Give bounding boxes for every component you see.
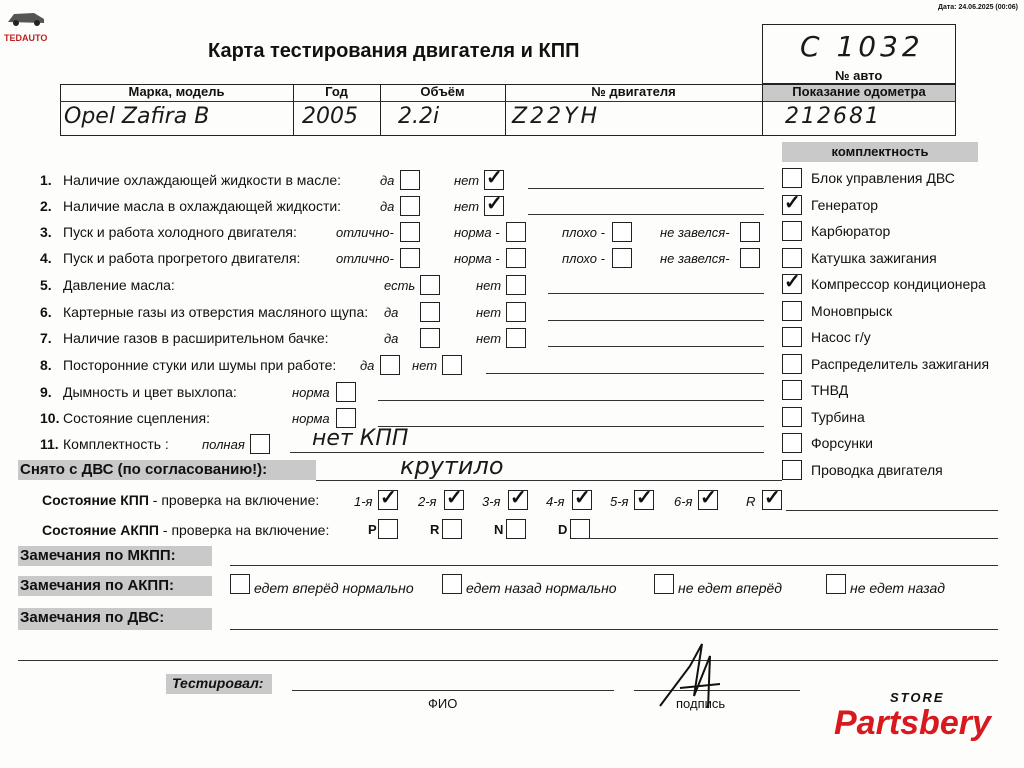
year-value: 2005 bbox=[302, 104, 358, 129]
handwritten-note: нет КПП bbox=[312, 426, 409, 451]
option-label: нет bbox=[412, 358, 438, 373]
option-checkbox[interactable] bbox=[506, 248, 526, 268]
plate-value: C 1032 bbox=[800, 30, 924, 63]
check-mark-icon: ✓ bbox=[486, 193, 503, 215]
completeness-item-label: Блок управления ДВС bbox=[811, 170, 955, 186]
answer-line bbox=[548, 293, 764, 294]
check-mark-icon: ✓ bbox=[636, 487, 653, 509]
question-number: 2. bbox=[40, 198, 52, 214]
odometer-value: 212681 bbox=[785, 104, 881, 129]
option-label: да bbox=[384, 331, 399, 346]
akpp-mode-checkbox[interactable] bbox=[506, 519, 526, 539]
answer-line bbox=[528, 214, 764, 215]
car-logo-icon bbox=[4, 6, 48, 28]
remarks-akpp-label: Замечания по АКПП: bbox=[20, 577, 174, 594]
engine-header: № двигателя bbox=[591, 84, 676, 99]
option-checkbox[interactable] bbox=[400, 196, 420, 216]
completeness-item-label: Карбюратор bbox=[811, 223, 891, 239]
check-mark-icon: ✓ bbox=[446, 487, 463, 509]
gear-label: 1-я bbox=[354, 494, 373, 509]
completeness-item-label: Катушка зажигания bbox=[811, 249, 937, 266]
tested-label: Тестировал: bbox=[172, 675, 264, 691]
option-checkbox[interactable] bbox=[612, 222, 632, 242]
option-checkbox[interactable] bbox=[612, 248, 632, 268]
option-checkbox[interactable] bbox=[740, 248, 760, 268]
option-label: да bbox=[380, 173, 395, 188]
completeness-title: комплектность bbox=[831, 144, 929, 159]
option-checkbox[interactable] bbox=[506, 302, 526, 322]
option-checkbox[interactable] bbox=[400, 170, 420, 190]
question-number: 5. bbox=[40, 277, 52, 293]
completeness-item-label: Насос г/у bbox=[811, 329, 871, 345]
brand-logo: Partsbery bbox=[834, 704, 991, 742]
question-text: Наличие газов в расширительном бачке: bbox=[63, 330, 329, 346]
option-label: да bbox=[360, 358, 375, 373]
option-checkbox[interactable] bbox=[506, 328, 526, 348]
option-checkbox[interactable] bbox=[400, 222, 420, 242]
check-mark-icon: ✓ bbox=[784, 191, 801, 214]
option-checkbox[interactable] bbox=[380, 355, 400, 375]
volume-header: Объём bbox=[420, 84, 465, 99]
question-number: 7. bbox=[40, 330, 52, 346]
completeness-checkbox[interactable] bbox=[782, 168, 802, 188]
answer-line bbox=[528, 188, 764, 189]
remarks-mkpp-label: Замечания по МКПП: bbox=[20, 547, 176, 564]
completeness-item-label: Распределитель зажигания bbox=[811, 355, 990, 372]
check-mark-icon: ✓ bbox=[510, 487, 527, 509]
option-checkbox[interactable] bbox=[400, 248, 420, 268]
question-text: Посторонние стуки или шумы при работе: bbox=[63, 357, 337, 373]
question-text: Картерные газы из отверстия масляного щупа: bbox=[63, 304, 369, 320]
question-number: 9. bbox=[40, 384, 52, 400]
kpp-label: Состояние КПП - проверка на включение: bbox=[42, 492, 320, 508]
make-value: Opel Zafira B bbox=[64, 104, 210, 129]
option-label: да bbox=[380, 199, 395, 214]
remarks-dvs-label: Замечания по ДВС: bbox=[20, 609, 165, 626]
completeness-checkbox[interactable] bbox=[782, 407, 802, 427]
akpp-mode-checkbox[interactable] bbox=[442, 519, 462, 539]
akpp-mode-label: P bbox=[368, 522, 377, 537]
check-mark-icon: ✓ bbox=[380, 487, 397, 509]
answer-line bbox=[486, 373, 764, 374]
check-mark-icon: ✓ bbox=[784, 271, 801, 293]
akpp-remark-label: едет назад нормально bbox=[466, 580, 617, 596]
completeness-item-label: Проводка двигателя bbox=[811, 461, 943, 478]
completeness-item-label: Генератор bbox=[811, 196, 879, 213]
sign-label: подпись bbox=[676, 696, 726, 711]
question-text: Комплектность : bbox=[63, 436, 169, 452]
completeness-item-label: ТНВД bbox=[811, 382, 849, 398]
completeness-item-label: Компрессор кондиционера bbox=[811, 276, 986, 292]
question-text: Дымность и цвет выхлопа: bbox=[63, 384, 237, 400]
gear-label: 6-я bbox=[674, 494, 693, 509]
completeness-item-label: Турбина bbox=[811, 408, 865, 425]
option-label: нет bbox=[476, 278, 502, 293]
akpp-label: Состояние АКПП - проверка на включение: bbox=[42, 522, 330, 538]
question-text: Наличие охлаждающей жидкости в масле: bbox=[63, 172, 342, 188]
option-label: не завелся- bbox=[660, 251, 730, 266]
fio-label: ФИО bbox=[428, 696, 458, 711]
akpp-remark-label: не едет вперёд bbox=[678, 580, 783, 596]
question-text: Давление масла: bbox=[63, 277, 175, 293]
option-checkbox[interactable] bbox=[420, 275, 440, 295]
removed-handwritten: крутило bbox=[400, 452, 504, 480]
option-checkbox[interactable] bbox=[740, 222, 760, 242]
answer-line bbox=[290, 452, 764, 453]
odometer-header: Показание одометра bbox=[792, 84, 926, 99]
gear-label: 2-я bbox=[418, 494, 437, 509]
option-label: норма bbox=[292, 411, 330, 426]
akpp-mode-checkbox[interactable] bbox=[570, 519, 590, 539]
akpp-mode-checkbox[interactable] bbox=[378, 519, 398, 539]
print-date: Дата: 24.06.2025 (00:06) bbox=[937, 4, 1018, 11]
signature-icon bbox=[650, 636, 730, 718]
option-label: отлично- bbox=[336, 251, 394, 266]
option-checkbox[interactable] bbox=[250, 434, 270, 454]
option-label: нет bbox=[476, 305, 502, 320]
option-checkbox[interactable] bbox=[506, 275, 526, 295]
option-label: нет bbox=[454, 173, 480, 188]
question-text: Состояние сцепления: bbox=[63, 410, 210, 426]
akpp-mode-label: N bbox=[494, 522, 504, 537]
option-label: не завелся- bbox=[660, 225, 730, 240]
gear-label: R bbox=[746, 494, 756, 509]
check-mark-icon: ✓ bbox=[700, 487, 717, 509]
akpp-remark-label: едет вперёд нормально bbox=[254, 580, 414, 596]
answer-line bbox=[378, 426, 764, 427]
option-label: отлично- bbox=[336, 225, 394, 240]
brand-store: STORE bbox=[890, 690, 945, 705]
option-label: норма - bbox=[454, 251, 500, 266]
answer-line bbox=[548, 320, 764, 321]
completeness-item-label: Моновпрыск bbox=[811, 302, 893, 319]
question-number: 1. bbox=[40, 172, 52, 188]
question-number: 4. bbox=[40, 250, 52, 266]
akpp-remark-checkbox[interactable] bbox=[442, 574, 462, 594]
completeness-checkbox[interactable] bbox=[782, 460, 802, 480]
question-number: 10. bbox=[40, 410, 60, 426]
akpp-remark-checkbox[interactable] bbox=[230, 574, 250, 594]
answer-line bbox=[378, 400, 764, 401]
completeness-checkbox[interactable] bbox=[782, 380, 802, 400]
question-text: Наличие масла в охлаждающей жидкости: bbox=[63, 198, 342, 214]
volume-value: 2.2i bbox=[398, 104, 440, 129]
question-number: 6. bbox=[40, 304, 52, 320]
option-label: плохо - bbox=[562, 251, 605, 266]
option-checkbox[interactable] bbox=[420, 302, 440, 322]
option-label: норма - bbox=[454, 225, 500, 240]
check-mark-icon: ✓ bbox=[764, 487, 781, 509]
gear-label: 4-я bbox=[546, 494, 565, 509]
option-label: нет bbox=[476, 331, 502, 346]
option-checkbox[interactable] bbox=[442, 355, 462, 375]
question-number: 11. bbox=[40, 436, 59, 452]
completeness-checkbox[interactable] bbox=[782, 433, 802, 453]
answer-line bbox=[548, 346, 764, 347]
year-header: Год bbox=[325, 84, 348, 99]
option-checkbox[interactable] bbox=[336, 408, 356, 428]
option-label: плохо - bbox=[562, 225, 605, 240]
akpp-remark-label: не едет назад bbox=[850, 580, 945, 596]
gear-label: 5-я bbox=[610, 494, 629, 509]
page-title: Карта тестирования двигателя и КПП bbox=[208, 40, 580, 62]
akpp-remark-checkbox[interactable] bbox=[826, 574, 846, 594]
akpp-mode-label: R bbox=[430, 522, 440, 537]
completeness-item-label: Форсунки bbox=[811, 435, 873, 451]
question-text: Пуск и работа холодного двигателя: bbox=[63, 224, 297, 240]
removed-label: Снято с ДВС (по согласованию!): bbox=[20, 461, 268, 478]
make-header: Марка, модель bbox=[128, 84, 225, 99]
option-label: норма bbox=[292, 385, 330, 400]
akpp-remark-checkbox[interactable] bbox=[654, 574, 674, 594]
completeness-checkbox[interactable] bbox=[782, 327, 802, 347]
plate-label: № авто bbox=[835, 68, 883, 83]
option-checkbox[interactable] bbox=[420, 328, 440, 348]
completeness-checkbox[interactable] bbox=[782, 354, 802, 374]
option-label: да bbox=[384, 305, 399, 320]
question-number: 3. bbox=[40, 224, 52, 240]
completeness-checkbox[interactable] bbox=[782, 248, 802, 268]
question-number: 8. bbox=[40, 357, 52, 373]
gear-label: 3-я bbox=[482, 494, 501, 509]
logo-text: TEDAUTO bbox=[4, 33, 48, 43]
check-mark-icon: ✓ bbox=[574, 487, 591, 509]
option-label: полная bbox=[202, 437, 245, 452]
completeness-checkbox[interactable] bbox=[782, 221, 802, 241]
check-mark-icon: ✓ bbox=[486, 167, 503, 189]
engine-value: Z22YH bbox=[512, 104, 601, 129]
option-checkbox[interactable] bbox=[336, 382, 356, 402]
question-text: Пуск и работа прогретого двигателя: bbox=[63, 250, 301, 266]
logo bbox=[4, 6, 48, 43]
option-checkbox[interactable] bbox=[506, 222, 526, 242]
option-label: нет bbox=[454, 199, 480, 214]
option-label: есть bbox=[384, 278, 416, 293]
completeness-checkbox[interactable] bbox=[782, 301, 802, 321]
akpp-mode-label: D bbox=[558, 522, 568, 537]
